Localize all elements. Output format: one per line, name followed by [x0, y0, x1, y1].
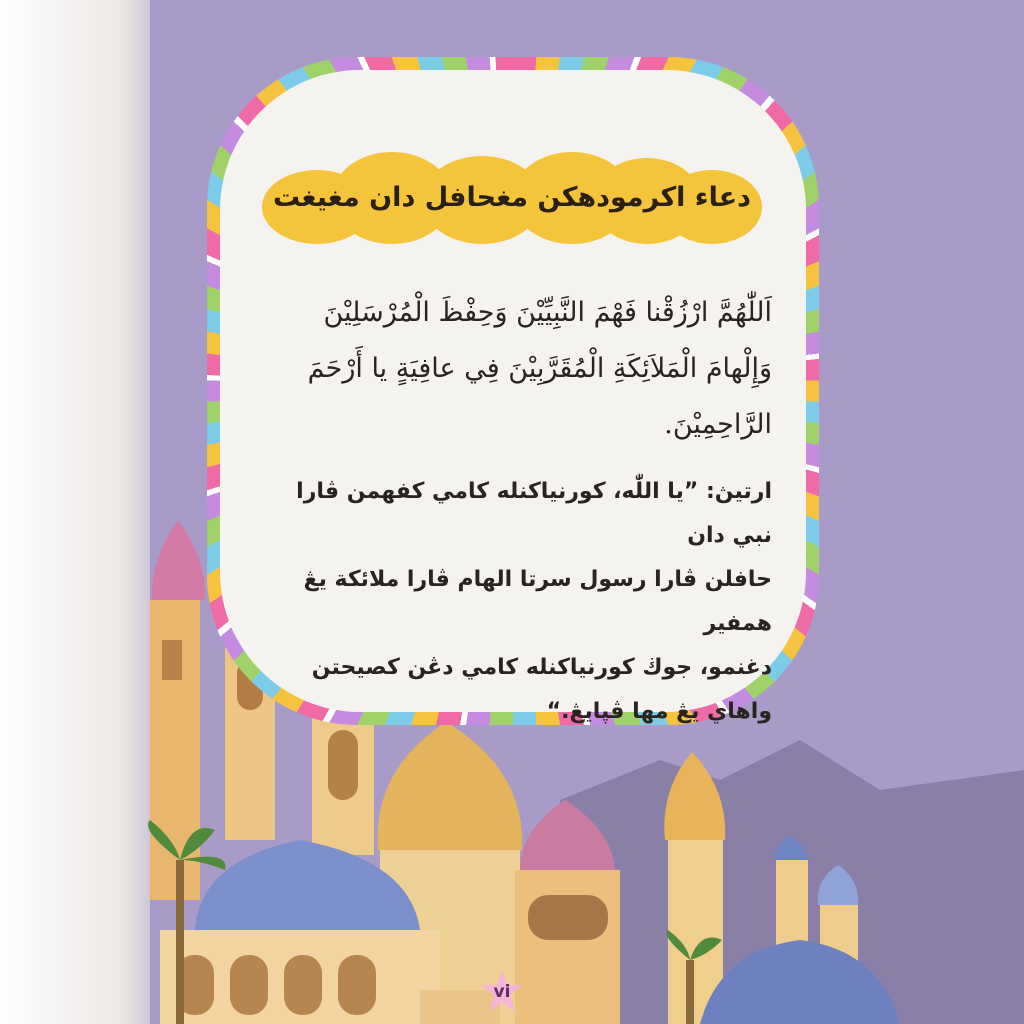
page-number: vi	[493, 982, 511, 1002]
prayer-title: دعاء اكرمودهكن مغحافل دان مغيغت	[272, 182, 752, 213]
prayer-translation	[262, 470, 772, 734]
prayer-line: اَللّٰهُمَّ ارْزُقْنا فَهْمَ النَّبِيِّيْنَ وَحِفْظَ الْمُرْسَلِيْنَ	[323, 297, 772, 328]
translation-line: دغنمو، جوڬ كورنياكنله كامي دڠن كصيحتن	[311, 655, 772, 680]
translation-line: حافلن ڤارا رسول سرتا الهام ڤارا ملائكة يڠ همفير	[303, 567, 772, 636]
prayer-arabic-text	[262, 285, 772, 453]
prayer-line: وَإِلْهامَ الْمَلاَئِكَةِ الْمُقَرَّبِيْنَ فِي عافِيَةٍ يا أَرْحَمَ	[307, 353, 772, 384]
translation-line: ارتيڽ: ”يا اللّٰه، كورنياكنله كامي كفهمن ڤارا نبي دان	[296, 479, 772, 548]
translation-line: واهاي يڠ مها ڤڽايڠ.“	[546, 699, 772, 724]
prayer-line: الرَّاحِمِيْنَ.	[664, 409, 772, 440]
page-number-badge	[478, 968, 526, 1016]
